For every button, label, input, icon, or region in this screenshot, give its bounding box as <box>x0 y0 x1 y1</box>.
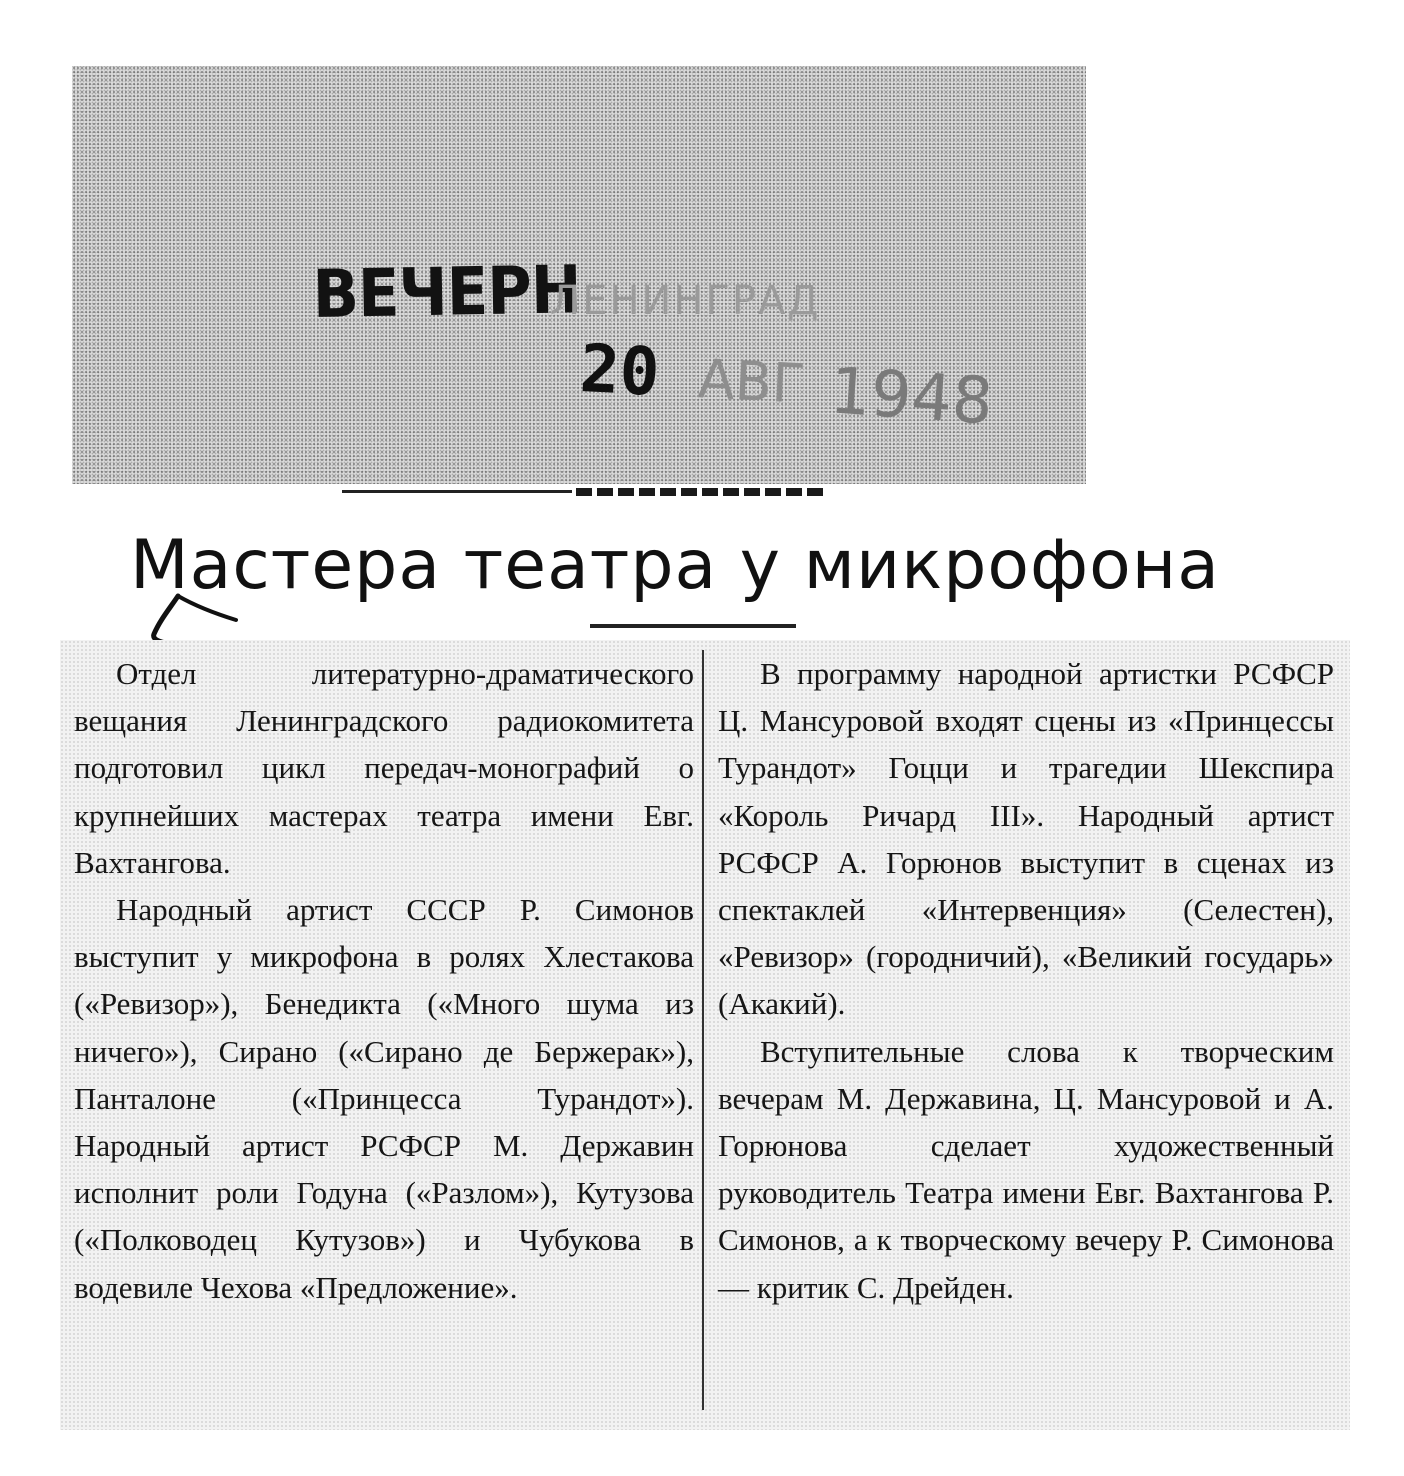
column-divider <box>702 650 704 1410</box>
headline-underline <box>590 624 796 628</box>
header-divider <box>342 490 572 493</box>
stamp-month: АВГ <box>696 347 807 416</box>
stamp-day: 20 <box>578 329 662 412</box>
stamp-paper-name: ВЕЧЕРН <box>312 251 582 333</box>
header-divider-dashed <box>576 488 828 496</box>
article-column-left <box>74 650 694 1311</box>
article-body <box>60 640 1350 1430</box>
article-headline: Мастера театра у микрофона <box>130 526 1220 605</box>
paragraph: Вступительные слова к творческим вечерам М. Державина, Ц. Мансуровой и А. Горюнова сделает художественный руководитель Театра имени Евг. Вахтангова Р. Симонов, а к творческому вечеру Р. Симонова — критик С. Дрейден. <box>718 1033 1334 1305</box>
newspaper-date-stamp <box>72 66 1086 484</box>
paragraph: Народный артист СССР Р. Симонов выступит у микрофона в ролях Хлестакова («Ревизор»), Бенедикта («Много шума из ничего»), Сирано («Сирано де Бержерак»), Панталоне («Принцесса Турандот»). Народный артист РСФСР М. Державин исполнит роли Годуна («Разлом»), Кутузова («Полководец Кутузов») и Чубукова в водевиле Чехова «Предложение». <box>74 892 694 1305</box>
paragraph: В программу народной артистки РСФСР Ц. Мансуровой входят сцены из «Принцессы Турандот» Гоцци и трагедии Шекспира «Король Ричард III». Народный артист РСФСР А. Горюнов выступит в сценах из спектаклей «Интервенция» (Селестен), «Ревизор» (городничий), «Великий государь» (Акакий). <box>718 656 1334 1022</box>
stamp-paper-name-faint: ЛЕНИНГРАД <box>550 278 821 324</box>
article-column-right <box>718 650 1334 1311</box>
paragraph: Отдел литературно-драматического вещания Ленинградского радиокомитета подготовил цикл передач-монографий о крупнейших мастерах театра имени Евг. Вахтангова. <box>74 656 694 880</box>
stamp-year: 1948 <box>827 354 996 440</box>
